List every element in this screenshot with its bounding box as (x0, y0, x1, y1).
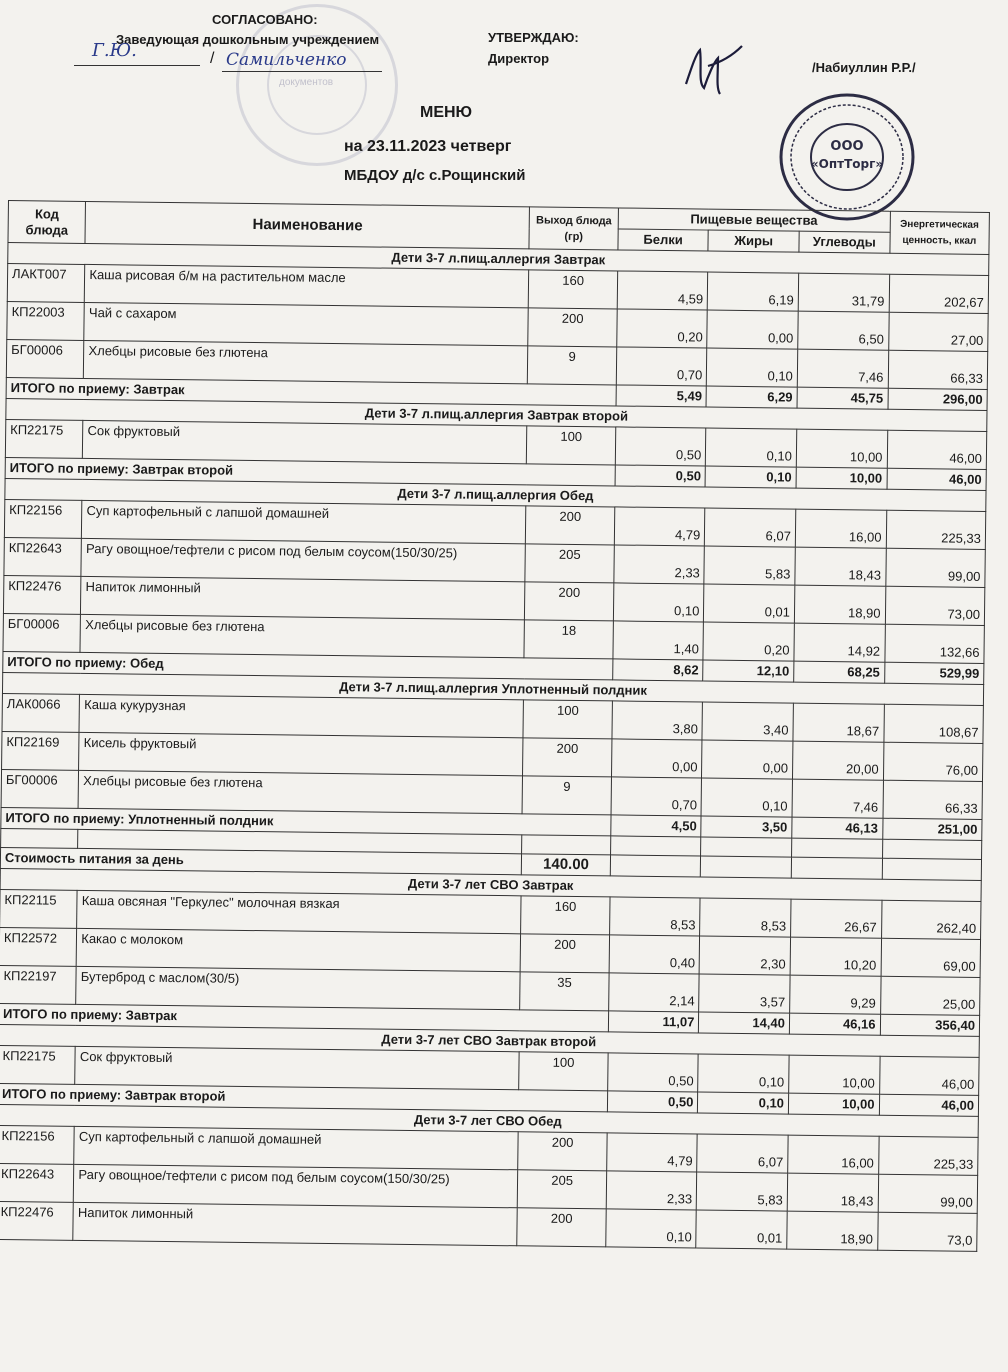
dish-carbs: 16,00 (788, 1135, 879, 1174)
slash-separator: / (210, 50, 215, 67)
dish-energy: 225,33 (878, 1136, 978, 1175)
dish-protein: 8,53 (609, 897, 700, 936)
total-energy: 251,00 (882, 818, 982, 840)
director-signature-icon (678, 36, 748, 106)
menu-title: МЕНЮ (420, 104, 473, 121)
dish-name: Напиток лимонный (81, 576, 526, 619)
dish-fat: 0,01 (704, 584, 795, 623)
section-title: Дети 3-7 лет СВО Обед (0, 1104, 978, 1137)
dish-energy: 99,00 (885, 548, 985, 587)
total-fat: 3,50 (701, 816, 792, 838)
dish-fat: 6,19 (708, 272, 799, 311)
total-carbs: 68,25 (794, 661, 885, 683)
dish-name: Какао с молоком (76, 928, 521, 971)
dish-protein: 0,40 (609, 935, 700, 974)
dish-carbs: 18,90 (794, 585, 885, 624)
total-carbs: 46,16 (789, 1013, 880, 1035)
dish-fat: 0,10 (698, 1054, 789, 1093)
dish-code: ЛАКТ007 (7, 264, 85, 303)
total-fat: 0,10 (705, 466, 796, 488)
total-carbs: 46,13 (792, 817, 883, 839)
dish-energy: 76,00 (883, 742, 983, 781)
dish-protein: 0,70 (616, 347, 707, 386)
dish-name: Каша рисовая б/м на растительном масле (85, 264, 530, 307)
dish-code: КП22476 (0, 1201, 74, 1240)
dish-protein: 2,33 (606, 1171, 697, 1210)
dish-code: КП22175 (0, 1045, 75, 1084)
section-title: Дети 3-7 лет СВО Завтрак (0, 868, 981, 901)
total-protein: 0,50 (607, 1091, 698, 1113)
dish-output: 100 (523, 700, 612, 739)
blank-cell (882, 858, 982, 880)
dish-output: 205 (518, 1170, 607, 1209)
dish-code: КП22169 (2, 731, 80, 770)
total-energy: 529,99 (884, 662, 984, 684)
header-code: Код блюда (8, 201, 86, 244)
dish-carbs: 18,67 (793, 703, 884, 742)
total-protein: 4,50 (611, 815, 702, 837)
dish-name: Сок фруктовый (75, 1046, 520, 1089)
dish-protein: 0,20 (617, 309, 708, 348)
dish-protein: 0,50 (615, 427, 706, 466)
dish-energy: 25,00 (880, 976, 980, 1015)
dish-output: 200 (521, 934, 610, 973)
dish-fat: 6,07 (705, 508, 796, 547)
dish-energy: 99,00 (878, 1174, 978, 1213)
dish-protein: 4,79 (614, 507, 705, 546)
blank-cell (791, 857, 882, 879)
blank-cell (701, 837, 792, 857)
dish-carbs: 31,79 (798, 273, 889, 312)
dish-fat: 5,83 (697, 1172, 788, 1211)
svg-text:ООО: ООО (830, 139, 864, 154)
dish-output: 9 (522, 776, 611, 815)
dish-carbs: 10,00 (796, 429, 887, 468)
section-title: Дети 3-7 л.пищ.аллергия Уплотненный полдник (2, 672, 983, 705)
dish-protein: 3,80 (612, 701, 703, 740)
menu-table (0, 200, 990, 1252)
dish-protein: 0,10 (613, 583, 704, 622)
dish-code: БГ00006 (1, 769, 79, 808)
approve-role: Директор (488, 51, 550, 66)
dish-fat: 2,30 (699, 936, 790, 975)
organization-name: МБДОУ д/с с.Рощинский (344, 167, 526, 184)
dish-code: КП22156 (0, 1125, 75, 1164)
total-label: ИТОГО по приему: Обед (3, 651, 613, 679)
blank-cell (701, 856, 792, 878)
total-carbs: 45,75 (797, 387, 888, 409)
dish-code: БГ00006 (3, 613, 81, 652)
dish-name: Напиток лимонный (73, 1202, 518, 1245)
dish-carbs: 7,46 (792, 779, 883, 818)
dish-name: Рагу овощное/тефтели с рисом под белым соусом(150/30/25) (81, 538, 526, 581)
total-energy: 356,40 (880, 1014, 980, 1036)
dish-output: 9 (528, 346, 617, 385)
dish-name: Бутерброд с маслом(30/5) (76, 966, 521, 1009)
total-label: ИТОГО по приему: Завтрак второй (0, 1083, 607, 1111)
dish-name: Хлебцы рисовые без глютена (84, 340, 529, 383)
dish-fat: 0,20 (703, 622, 794, 661)
header-fat: Жиры (708, 230, 799, 252)
dish-protein: 0,10 (606, 1209, 697, 1248)
dish-energy: 202,67 (889, 274, 989, 313)
dish-carbs: 18,90 (787, 1211, 878, 1250)
dish-energy: 108,67 (883, 704, 983, 743)
dish-fat: 8,53 (700, 898, 791, 937)
dish-name: Хлебцы рисовые без глютена (80, 614, 525, 657)
header-protein: Белки (618, 229, 709, 251)
dish-code: КП22156 (4, 499, 82, 538)
dish-carbs: 6,50 (798, 311, 889, 350)
dish-output: 18 (524, 620, 613, 659)
dish-code: КП22115 (0, 889, 77, 928)
dish-fat: 0,00 (707, 310, 798, 349)
total-protein: 11,07 (608, 1011, 699, 1033)
dish-fat: 6,07 (697, 1134, 788, 1173)
dish-output: 35 (520, 972, 609, 1011)
blank-cell (791, 838, 882, 858)
signature-line-name (222, 71, 382, 72)
dish-fat: 5,83 (704, 546, 795, 585)
header-name: Наименование (85, 201, 530, 248)
total-label: ИТОГО по приему: Завтрак (0, 1003, 608, 1031)
dish-protein: 4,79 (606, 1133, 697, 1172)
dish-output: 200 (525, 582, 614, 621)
total-carbs: 10,00 (796, 467, 887, 489)
section-title: Дети 3-7 л.пищ.аллергия Обед (5, 478, 986, 511)
dish-name: Суп картофельный с лапшой домашней (82, 500, 527, 543)
dish-output: 200 (523, 738, 612, 777)
total-label: ИТОГО по приему: Уплотненный полдник (1, 807, 611, 835)
dish-code: ЛАК0066 (2, 693, 80, 732)
dish-energy: 27,00 (888, 312, 988, 351)
total-protein: 5,49 (616, 385, 707, 407)
dish-output: 100 (519, 1052, 608, 1091)
header-carbs: Углеводы (799, 231, 890, 253)
dish-code: БГ00006 (6, 339, 84, 378)
blank-cell (882, 839, 982, 859)
agreed-label: СОГЛАСОВАНО: (212, 12, 318, 27)
total-label: ИТОГО по приему: Завтрак второй (5, 457, 615, 485)
section-title: Дети 3-7 л.пищ.аллергия Завтрак второй (6, 398, 987, 431)
dish-carbs: 18,43 (787, 1173, 878, 1212)
dish-fat: 0,10 (701, 778, 792, 817)
dish-energy: 73,00 (885, 586, 985, 625)
dish-protein: 4,59 (617, 271, 708, 310)
total-energy: 296,00 (888, 388, 988, 410)
dish-energy: 73,0 (877, 1212, 977, 1251)
dish-carbs: 18,43 (795, 547, 886, 586)
dish-output: 200 (518, 1132, 607, 1171)
dish-carbs: 9,29 (790, 975, 881, 1014)
agreed-role: Заведующая дошкольным учреждением (116, 32, 380, 47)
total-fat: 0,10 (698, 1092, 789, 1114)
total-fat: 6,29 (706, 386, 797, 408)
total-label: ИТОГО по приему: Завтрак (6, 377, 616, 405)
daily-cost-value: 140.00 (522, 854, 611, 876)
total-energy: 46,00 (887, 468, 987, 490)
dish-name: Хлебцы рисовые без глютена (78, 770, 523, 813)
dish-code: КП22197 (0, 965, 76, 1004)
signature-line-left (74, 65, 200, 66)
dish-output: 160 (529, 270, 618, 309)
dish-protein: 0,70 (611, 777, 702, 816)
approve-name: /Набиуллин Р.Р./ (812, 60, 916, 75)
approve-label: УТВЕРЖДАЮ: (488, 30, 579, 45)
dish-output: 100 (527, 426, 616, 465)
dish-fat: 0,01 (696, 1210, 787, 1249)
dish-protein: 0,50 (607, 1053, 698, 1092)
dish-name: Каша овсяная "Геркулес" молочная вязкая (77, 890, 522, 933)
dish-name: Каша кукурузная (79, 694, 524, 737)
dish-carbs: 10,20 (790, 937, 881, 976)
dish-energy: 262,40 (881, 900, 981, 939)
dish-code: КП22643 (0, 1163, 74, 1202)
dish-protein: 0,00 (611, 739, 702, 778)
dish-protein: 2,14 (608, 973, 699, 1012)
dish-output: 200 (526, 506, 615, 545)
dish-carbs: 26,67 (790, 899, 881, 938)
dish-energy: 132,66 (884, 624, 984, 663)
dish-name: Суп картофельный с лапшой домашней (74, 1126, 519, 1169)
dish-name: Чай с сахаром (84, 302, 529, 345)
dish-code: КП22572 (0, 927, 77, 966)
dish-name: Сок фруктовый (83, 420, 528, 463)
dish-code: КП22003 (7, 301, 85, 340)
dish-carbs: 20,00 (792, 741, 883, 780)
dish-carbs: 14,92 (794, 623, 885, 662)
dish-output: 160 (521, 896, 610, 935)
dish-carbs: 10,00 (789, 1055, 880, 1094)
dish-fat: 0,10 (707, 348, 798, 387)
dish-output: 200 (517, 1208, 606, 1247)
header-energy: Энергетическая ценность, ккал (889, 211, 989, 254)
dish-carbs: 16,00 (795, 509, 886, 548)
dish-code: КП22476 (3, 575, 81, 614)
dish-energy: 46,00 (887, 430, 987, 469)
dish-name: Кисель фруктовый (79, 732, 524, 775)
dish-fat: 0,00 (702, 740, 793, 779)
dish-code: КП22175 (5, 419, 83, 458)
blank-cell (610, 836, 701, 856)
total-fat: 14,40 (699, 1012, 790, 1034)
total-protein: 0,50 (615, 465, 706, 487)
company-seal-icon (778, 92, 916, 222)
dish-code: КП22643 (4, 537, 82, 576)
total-carbs: 10,00 (788, 1093, 879, 1115)
faint-round-stamp: документов (236, 4, 398, 166)
menu-date: на 23.11.2023 четверг (344, 138, 512, 155)
blank-cell (522, 835, 611, 855)
dish-protein: 1,40 (613, 621, 704, 660)
dish-energy: 46,00 (879, 1056, 979, 1095)
section-title: Дети 3-7 л.пищ.аллергия Завтрак (8, 243, 989, 276)
section-title: Дети 3-7 лет СВО Завтрак второй (0, 1024, 979, 1057)
dish-protein: 2,33 (614, 545, 705, 584)
total-fat: 12,10 (703, 660, 794, 682)
dish-output: 205 (525, 544, 614, 583)
total-protein: 8,62 (612, 659, 703, 681)
dish-output: 200 (528, 308, 617, 347)
handwritten-name: Самильченко (226, 50, 347, 70)
dish-fat: 3,57 (699, 974, 790, 1013)
dish-fat: 3,40 (702, 702, 793, 741)
blank-cell (1, 828, 79, 848)
header-nutrients: Пищевые вещества (618, 208, 890, 232)
dish-energy: 69,00 (881, 938, 981, 977)
daily-cost-label: Стоимость питания за день (0, 847, 522, 874)
dish-energy: 66,33 (888, 350, 988, 389)
handwritten-initials: Г.Ю. (92, 40, 137, 61)
svg-text:«ОптТорг»: «ОптТорг» (810, 157, 884, 171)
blank-cell (610, 855, 701, 877)
total-energy: 46,00 (879, 1094, 979, 1116)
dish-energy: 225,33 (886, 510, 986, 549)
dish-energy: 66,33 (883, 780, 983, 819)
header-output: Выход блюда (гр) (529, 207, 618, 250)
dish-carbs: 7,46 (797, 349, 888, 388)
dish-name: Рагу овощное/тефтели с рисом под белым соусом(150/30/25) (74, 1164, 519, 1207)
dish-fat: 0,10 (706, 428, 797, 467)
